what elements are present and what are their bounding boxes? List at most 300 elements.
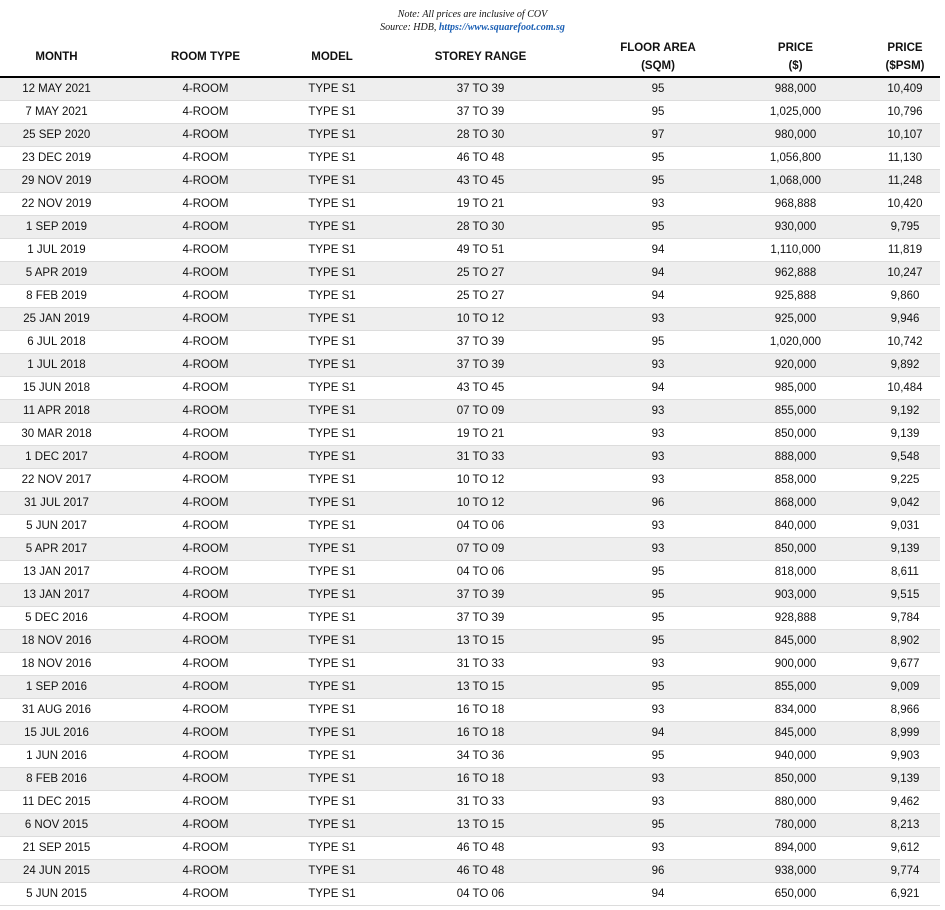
model-cell: TYPE S1 bbox=[298, 699, 366, 722]
storey-range-cell: 25 TO 27 bbox=[366, 285, 595, 308]
room-type-cell: 4-ROOM bbox=[113, 722, 298, 745]
table-row[interactable] bbox=[0, 262, 940, 285]
price-psm-cell: 10,796 bbox=[870, 101, 940, 124]
storey-range-cell: 46 TO 48 bbox=[366, 837, 595, 860]
month-cell: 6 JUL 2018 bbox=[0, 331, 113, 354]
floor-area-cell: 93 bbox=[595, 768, 721, 791]
source-prefix: Source: HDB, bbox=[380, 22, 439, 33]
price-psm-cell: 9,515 bbox=[870, 584, 940, 607]
model-cell: TYPE S1 bbox=[298, 538, 366, 561]
model-cell: TYPE S1 bbox=[298, 331, 366, 354]
header-line1: ROOM TYPE bbox=[170, 51, 240, 63]
table-row[interactable] bbox=[0, 239, 940, 262]
model-cell: TYPE S1 bbox=[298, 630, 366, 653]
room-type-cell: 4-ROOM bbox=[113, 377, 298, 400]
price-psm-cell: 6,921 bbox=[870, 883, 940, 906]
table-row[interactable] bbox=[0, 768, 940, 791]
price-cell: 903,000 bbox=[721, 584, 870, 607]
room-type-cell: 4-ROOM bbox=[113, 308, 298, 331]
header-line1: FLOOR AREA bbox=[620, 42, 696, 54]
month-cell: 11 DEC 2015 bbox=[0, 791, 113, 814]
floor-area-cell: 93 bbox=[595, 193, 721, 216]
model-cell: TYPE S1 bbox=[298, 722, 366, 745]
price-psm-cell: 9,225 bbox=[870, 469, 940, 492]
storey-range-cell: 16 TO 18 bbox=[366, 768, 595, 791]
floor-area-cell: 97 bbox=[595, 124, 721, 147]
floor-area-cell: 93 bbox=[595, 538, 721, 561]
floor-area-cell: 93 bbox=[595, 791, 721, 814]
price-psm-cell: 11,248 bbox=[870, 170, 940, 193]
floor-area-cell: 94 bbox=[595, 239, 721, 262]
price-cell: 845,000 bbox=[721, 722, 870, 745]
room-type-cell: 4-ROOM bbox=[113, 285, 298, 308]
table-row[interactable] bbox=[0, 354, 940, 377]
storey-range-cell: 16 TO 18 bbox=[366, 699, 595, 722]
floor-area-cell: 95 bbox=[595, 331, 721, 354]
month-cell: 1 JUN 2016 bbox=[0, 745, 113, 768]
price-psm-cell: 9,009 bbox=[870, 676, 940, 699]
price-psm-cell: 9,892 bbox=[870, 354, 940, 377]
model-cell: TYPE S1 bbox=[298, 285, 366, 308]
month-cell: 31 AUG 2016 bbox=[0, 699, 113, 722]
room-type-cell: 4-ROOM bbox=[113, 77, 298, 101]
floor-area-cell: 93 bbox=[595, 308, 721, 331]
table-row[interactable] bbox=[0, 492, 940, 515]
table-row[interactable] bbox=[0, 699, 940, 722]
model-cell: TYPE S1 bbox=[298, 77, 366, 101]
price-psm-cell: 9,774 bbox=[870, 860, 940, 883]
month-cell: 5 APR 2019 bbox=[0, 262, 113, 285]
room-type-cell: 4-ROOM bbox=[113, 607, 298, 630]
price-psm-cell: 10,742 bbox=[870, 331, 940, 354]
table-row[interactable] bbox=[0, 77, 940, 101]
price-psm-cell: 9,462 bbox=[870, 791, 940, 814]
storey-range-cell: 46 TO 48 bbox=[366, 860, 595, 883]
price-cell: 980,000 bbox=[721, 124, 870, 147]
room-type-cell: 4-ROOM bbox=[113, 170, 298, 193]
price-cell: 834,000 bbox=[721, 699, 870, 722]
floor-area-cell: 95 bbox=[595, 607, 721, 630]
price-cell: 894,000 bbox=[721, 837, 870, 860]
month-cell: 5 APR 2017 bbox=[0, 538, 113, 561]
model-cell: TYPE S1 bbox=[298, 676, 366, 699]
price-cell: 868,000 bbox=[721, 492, 870, 515]
price-psm-cell: 9,612 bbox=[870, 837, 940, 860]
col-storey-range-header[interactable] bbox=[366, 38, 595, 77]
model-cell: TYPE S1 bbox=[298, 216, 366, 239]
floor-area-cell: 93 bbox=[595, 699, 721, 722]
room-type-cell: 4-ROOM bbox=[113, 124, 298, 147]
model-cell: TYPE S1 bbox=[298, 308, 366, 331]
price-psm-cell: 9,677 bbox=[870, 653, 940, 676]
table-row[interactable] bbox=[0, 216, 940, 239]
price-psm-cell: 9,860 bbox=[870, 285, 940, 308]
price-cell: 858,000 bbox=[721, 469, 870, 492]
storey-range-cell: 16 TO 18 bbox=[366, 722, 595, 745]
storey-range-cell: 04 TO 06 bbox=[366, 515, 595, 538]
table-row[interactable] bbox=[0, 193, 940, 216]
room-type-cell: 4-ROOM bbox=[113, 837, 298, 860]
storey-range-cell: 10 TO 12 bbox=[366, 308, 595, 331]
price-cell: 1,025,000 bbox=[721, 101, 870, 124]
model-cell: TYPE S1 bbox=[298, 791, 366, 814]
floor-area-cell: 93 bbox=[595, 400, 721, 423]
model-cell: TYPE S1 bbox=[298, 262, 366, 285]
floor-area-cell: 93 bbox=[595, 515, 721, 538]
storey-range-cell: 37 TO 39 bbox=[366, 331, 595, 354]
model-cell: TYPE S1 bbox=[298, 446, 366, 469]
price-cell: 985,000 bbox=[721, 377, 870, 400]
model-cell: TYPE S1 bbox=[298, 170, 366, 193]
model-cell: TYPE S1 bbox=[298, 837, 366, 860]
price-cell: 845,000 bbox=[721, 630, 870, 653]
room-type-cell: 4-ROOM bbox=[113, 653, 298, 676]
table-row[interactable] bbox=[0, 400, 940, 423]
price-psm-cell: 8,611 bbox=[870, 561, 940, 584]
price-cell: 928,888 bbox=[721, 607, 870, 630]
price-cell: 1,056,800 bbox=[721, 147, 870, 170]
storey-range-cell: 31 TO 33 bbox=[366, 653, 595, 676]
table-body bbox=[0, 77, 940, 906]
month-cell: 12 MAY 2021 bbox=[0, 77, 113, 101]
model-cell: TYPE S1 bbox=[298, 492, 366, 515]
model-cell: TYPE S1 bbox=[298, 814, 366, 837]
table-row[interactable] bbox=[0, 446, 940, 469]
room-type-cell: 4-ROOM bbox=[113, 745, 298, 768]
price-cell: 925,000 bbox=[721, 308, 870, 331]
price-psm-cell: 11,130 bbox=[870, 147, 940, 170]
price-cell: 880,000 bbox=[721, 791, 870, 814]
table-row[interactable] bbox=[0, 331, 940, 354]
floor-area-cell: 93 bbox=[595, 354, 721, 377]
month-cell: 18 NOV 2016 bbox=[0, 653, 113, 676]
price-cell: 780,000 bbox=[721, 814, 870, 837]
month-cell: 1 DEC 2017 bbox=[0, 446, 113, 469]
price-psm-cell: 11,819 bbox=[870, 239, 940, 262]
table-row[interactable] bbox=[0, 607, 940, 630]
month-cell: 5 JUN 2017 bbox=[0, 515, 113, 538]
col-price-psm-header[interactable] bbox=[870, 38, 940, 77]
price-cell: 850,000 bbox=[721, 768, 870, 791]
price-cell: 968,888 bbox=[721, 193, 870, 216]
month-cell: 31 JUL 2017 bbox=[0, 492, 113, 515]
month-cell: 8 FEB 2019 bbox=[0, 285, 113, 308]
storey-range-cell: 28 TO 30 bbox=[366, 216, 595, 239]
room-type-cell: 4-ROOM bbox=[113, 446, 298, 469]
storey-range-cell: 43 TO 45 bbox=[366, 170, 595, 193]
month-cell: 30 MAR 2018 bbox=[0, 423, 113, 446]
room-type-cell: 4-ROOM bbox=[113, 860, 298, 883]
month-cell: 13 JAN 2017 bbox=[0, 561, 113, 584]
price-cell: 1,020,000 bbox=[721, 331, 870, 354]
price-cell: 930,000 bbox=[721, 216, 870, 239]
price-cell: 920,000 bbox=[721, 354, 870, 377]
model-cell: TYPE S1 bbox=[298, 860, 366, 883]
floor-area-cell: 95 bbox=[595, 216, 721, 239]
price-psm-cell: 8,902 bbox=[870, 630, 940, 653]
price-cell: 855,000 bbox=[721, 400, 870, 423]
col-month-header[interactable] bbox=[0, 38, 113, 77]
header-line1: MODEL bbox=[311, 51, 353, 63]
price-cell: 855,000 bbox=[721, 676, 870, 699]
table-row[interactable] bbox=[0, 377, 940, 400]
month-cell: 6 NOV 2015 bbox=[0, 814, 113, 837]
model-cell: TYPE S1 bbox=[298, 607, 366, 630]
table-row[interactable] bbox=[0, 860, 940, 883]
floor-area-cell: 95 bbox=[595, 561, 721, 584]
room-type-cell: 4-ROOM bbox=[113, 561, 298, 584]
header-line2: ($PSM) bbox=[885, 60, 925, 72]
table-row[interactable] bbox=[0, 147, 940, 170]
price-cell: 850,000 bbox=[721, 538, 870, 561]
header-line1: MONTH bbox=[35, 51, 78, 63]
storey-range-cell: 37 TO 39 bbox=[366, 354, 595, 377]
month-cell: 24 JUN 2015 bbox=[0, 860, 113, 883]
price-cell: 988,000 bbox=[721, 77, 870, 101]
storey-range-cell: 13 TO 15 bbox=[366, 630, 595, 653]
col-floor-area-header[interactable] bbox=[595, 38, 721, 77]
price-psm-cell: 9,139 bbox=[870, 768, 940, 791]
price-psm-cell: 10,420 bbox=[870, 193, 940, 216]
price-psm-cell: 9,903 bbox=[870, 745, 940, 768]
model-cell: TYPE S1 bbox=[298, 239, 366, 262]
room-type-cell: 4-ROOM bbox=[113, 469, 298, 492]
month-cell: 23 DEC 2019 bbox=[0, 147, 113, 170]
floor-area-cell: 95 bbox=[595, 584, 721, 607]
price-psm-cell: 10,107 bbox=[870, 124, 940, 147]
floor-area-cell: 96 bbox=[595, 860, 721, 883]
room-type-cell: 4-ROOM bbox=[113, 216, 298, 239]
floor-area-cell: 93 bbox=[595, 423, 721, 446]
month-cell: 1 JUL 2018 bbox=[0, 354, 113, 377]
header-line1: PRICE bbox=[777, 42, 814, 54]
model-cell: TYPE S1 bbox=[298, 768, 366, 791]
col-price-header[interactable] bbox=[721, 38, 870, 77]
storey-range-cell: 46 TO 48 bbox=[366, 147, 595, 170]
month-cell: 13 JAN 2017 bbox=[0, 584, 113, 607]
room-type-cell: 4-ROOM bbox=[113, 768, 298, 791]
price-psm-cell: 9,795 bbox=[870, 216, 940, 239]
month-cell: 5 JUN 2015 bbox=[0, 883, 113, 906]
price-psm-cell: 9,139 bbox=[870, 538, 940, 561]
floor-area-cell: 94 bbox=[595, 377, 721, 400]
table-row[interactable] bbox=[0, 745, 940, 768]
floor-area-cell: 95 bbox=[595, 676, 721, 699]
source-line bbox=[0, 21, 945, 34]
room-type-cell: 4-ROOM bbox=[113, 630, 298, 653]
price-psm-cell: 8,999 bbox=[870, 722, 940, 745]
model-cell: TYPE S1 bbox=[298, 423, 366, 446]
model-cell: TYPE S1 bbox=[298, 147, 366, 170]
table-row[interactable] bbox=[0, 722, 940, 745]
storey-range-cell: 04 TO 06 bbox=[366, 561, 595, 584]
month-cell: 7 MAY 2021 bbox=[0, 101, 113, 124]
floor-area-cell: 94 bbox=[595, 262, 721, 285]
source-link[interactable]: https://www.squarefoot.com.sg bbox=[438, 22, 565, 33]
price-cell: 900,000 bbox=[721, 653, 870, 676]
price-cell: 818,000 bbox=[721, 561, 870, 584]
storey-range-cell: 37 TO 39 bbox=[366, 101, 595, 124]
model-cell: TYPE S1 bbox=[298, 883, 366, 906]
storey-range-cell: 37 TO 39 bbox=[366, 584, 595, 607]
floor-area-cell: 96 bbox=[595, 492, 721, 515]
table-row[interactable] bbox=[0, 308, 940, 331]
month-cell: 25 JAN 2019 bbox=[0, 308, 113, 331]
table-row[interactable] bbox=[0, 630, 940, 653]
model-cell: TYPE S1 bbox=[298, 561, 366, 584]
price-psm-cell: 9,139 bbox=[870, 423, 940, 446]
storey-range-cell: 31 TO 33 bbox=[366, 446, 595, 469]
price-cell: 938,000 bbox=[721, 860, 870, 883]
room-type-cell: 4-ROOM bbox=[113, 515, 298, 538]
price-psm-cell: 9,042 bbox=[870, 492, 940, 515]
month-cell: 21 SEP 2015 bbox=[0, 837, 113, 860]
storey-range-cell: 28 TO 30 bbox=[366, 124, 595, 147]
floor-area-cell: 95 bbox=[595, 147, 721, 170]
room-type-cell: 4-ROOM bbox=[113, 699, 298, 722]
price-psm-cell: 10,247 bbox=[870, 262, 940, 285]
table-row[interactable] bbox=[0, 791, 940, 814]
model-cell: TYPE S1 bbox=[298, 745, 366, 768]
table-row[interactable] bbox=[0, 561, 940, 584]
month-cell: 22 NOV 2019 bbox=[0, 193, 113, 216]
floor-area-cell: 95 bbox=[595, 745, 721, 768]
price-cell: 962,888 bbox=[721, 262, 870, 285]
table-row[interactable] bbox=[0, 101, 940, 124]
month-cell: 8 FEB 2016 bbox=[0, 768, 113, 791]
room-type-cell: 4-ROOM bbox=[113, 676, 298, 699]
table-row[interactable] bbox=[0, 469, 940, 492]
month-cell: 11 APR 2018 bbox=[0, 400, 113, 423]
room-type-cell: 4-ROOM bbox=[113, 423, 298, 446]
floor-area-cell: 95 bbox=[595, 101, 721, 124]
floor-area-cell: 95 bbox=[595, 170, 721, 193]
price-psm-cell: 8,213 bbox=[870, 814, 940, 837]
price-psm-cell: 9,784 bbox=[870, 607, 940, 630]
storey-range-cell: 43 TO 45 bbox=[366, 377, 595, 400]
table-row[interactable] bbox=[0, 285, 940, 308]
floor-area-cell: 95 bbox=[595, 814, 721, 837]
model-cell: TYPE S1 bbox=[298, 124, 366, 147]
table-row[interactable] bbox=[0, 653, 940, 676]
price-cell: 840,000 bbox=[721, 515, 870, 538]
transactions-table bbox=[0, 38, 940, 906]
month-cell: 15 JUL 2016 bbox=[0, 722, 113, 745]
table-row[interactable] bbox=[0, 170, 940, 193]
table-row[interactable] bbox=[0, 837, 940, 860]
storey-range-cell: 13 TO 15 bbox=[366, 676, 595, 699]
price-psm-cell: 10,484 bbox=[870, 377, 940, 400]
floor-area-cell: 94 bbox=[595, 285, 721, 308]
month-cell: 1 JUL 2019 bbox=[0, 239, 113, 262]
table-row[interactable] bbox=[0, 124, 940, 147]
room-type-cell: 4-ROOM bbox=[113, 147, 298, 170]
floor-area-cell: 93 bbox=[595, 653, 721, 676]
model-cell: TYPE S1 bbox=[298, 515, 366, 538]
price-cell: 925,888 bbox=[721, 285, 870, 308]
month-cell: 18 NOV 2016 bbox=[0, 630, 113, 653]
table-row[interactable] bbox=[0, 515, 940, 538]
model-cell: TYPE S1 bbox=[298, 584, 366, 607]
table-row[interactable] bbox=[0, 676, 940, 699]
storey-range-cell: 19 TO 21 bbox=[366, 423, 595, 446]
header-row bbox=[0, 38, 940, 77]
floor-area-cell: 93 bbox=[595, 469, 721, 492]
room-type-cell: 4-ROOM bbox=[113, 331, 298, 354]
price-cell: 1,110,000 bbox=[721, 239, 870, 262]
storey-range-cell: 13 TO 15 bbox=[366, 814, 595, 837]
col-room-type-header[interactable] bbox=[113, 38, 298, 77]
room-type-cell: 4-ROOM bbox=[113, 538, 298, 561]
room-type-cell: 4-ROOM bbox=[113, 400, 298, 423]
room-type-cell: 4-ROOM bbox=[113, 193, 298, 216]
storey-range-cell: 07 TO 09 bbox=[366, 400, 595, 423]
table-row[interactable] bbox=[0, 538, 940, 561]
table-row[interactable] bbox=[0, 883, 940, 906]
room-type-cell: 4-ROOM bbox=[113, 101, 298, 124]
room-type-cell: 4-ROOM bbox=[113, 791, 298, 814]
model-cell: TYPE S1 bbox=[298, 101, 366, 124]
floor-area-cell: 93 bbox=[595, 446, 721, 469]
storey-range-cell: 04 TO 06 bbox=[366, 883, 595, 906]
storey-range-cell: 10 TO 12 bbox=[366, 469, 595, 492]
month-cell: 1 SEP 2019 bbox=[0, 216, 113, 239]
cov-note: Note: All prices are inclusive of COV bbox=[397, 9, 548, 20]
room-type-cell: 4-ROOM bbox=[113, 239, 298, 262]
storey-range-cell: 37 TO 39 bbox=[366, 77, 595, 101]
header-line2: ($) bbox=[788, 60, 803, 72]
storey-range-cell: 37 TO 39 bbox=[366, 607, 595, 630]
storey-range-cell: 10 TO 12 bbox=[366, 492, 595, 515]
price-psm-cell: 8,966 bbox=[870, 699, 940, 722]
storey-range-cell: 49 TO 51 bbox=[366, 239, 595, 262]
table-row[interactable] bbox=[0, 814, 940, 837]
table-row[interactable] bbox=[0, 584, 940, 607]
price-psm-cell: 9,031 bbox=[870, 515, 940, 538]
room-type-cell: 4-ROOM bbox=[113, 883, 298, 906]
col-model-header[interactable] bbox=[298, 38, 366, 77]
model-cell: TYPE S1 bbox=[298, 400, 366, 423]
room-type-cell: 4-ROOM bbox=[113, 354, 298, 377]
storey-range-cell: 19 TO 21 bbox=[366, 193, 595, 216]
price-cell: 1,068,000 bbox=[721, 170, 870, 193]
floor-area-cell: 95 bbox=[595, 630, 721, 653]
model-cell: TYPE S1 bbox=[298, 193, 366, 216]
price-psm-cell: 9,548 bbox=[870, 446, 940, 469]
room-type-cell: 4-ROOM bbox=[113, 492, 298, 515]
month-cell: 22 NOV 2017 bbox=[0, 469, 113, 492]
month-cell: 25 SEP 2020 bbox=[0, 124, 113, 147]
table-notes bbox=[0, 0, 945, 34]
price-cell: 940,000 bbox=[721, 745, 870, 768]
month-cell: 29 NOV 2019 bbox=[0, 170, 113, 193]
header-line2: (SQM) bbox=[641, 60, 675, 72]
price-cell: 888,000 bbox=[721, 446, 870, 469]
month-cell: 1 SEP 2016 bbox=[0, 676, 113, 699]
storey-range-cell: 07 TO 09 bbox=[366, 538, 595, 561]
floor-area-cell: 95 bbox=[595, 77, 721, 101]
month-cell: 15 JUN 2018 bbox=[0, 377, 113, 400]
model-cell: TYPE S1 bbox=[298, 354, 366, 377]
price-psm-cell: 10,409 bbox=[870, 77, 940, 101]
room-type-cell: 4-ROOM bbox=[113, 814, 298, 837]
price-cell: 850,000 bbox=[721, 423, 870, 446]
table-row[interactable] bbox=[0, 423, 940, 446]
header-line1: PRICE bbox=[887, 42, 923, 54]
price-cell: 650,000 bbox=[721, 883, 870, 906]
floor-area-cell: 94 bbox=[595, 883, 721, 906]
room-type-cell: 4-ROOM bbox=[113, 262, 298, 285]
